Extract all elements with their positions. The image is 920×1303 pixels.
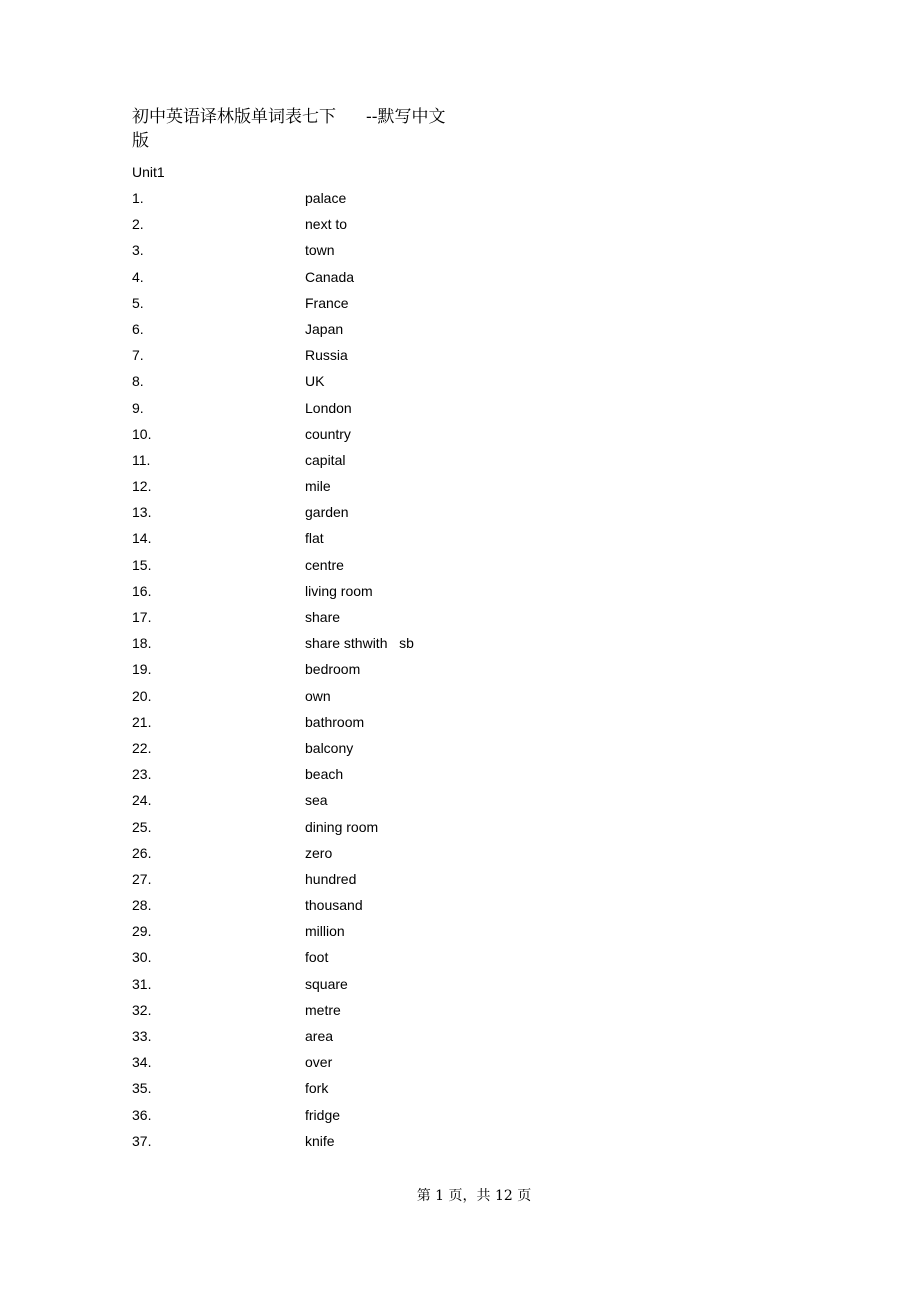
list-item	[0, 1079, 920, 1105]
list-item	[0, 791, 920, 817]
list-item	[0, 215, 920, 241]
item-number: 13.	[132, 504, 152, 521]
item-word: fridge	[305, 1106, 341, 1123]
item-number: 26.	[132, 844, 152, 861]
list-item	[0, 608, 920, 634]
page-footer: 第 1 页，共 12 页	[416, 1188, 532, 1204]
item-word: garden	[305, 504, 349, 521]
item-word: fork	[305, 1080, 329, 1097]
item-number: 1.	[132, 190, 144, 206]
list-item	[0, 922, 920, 948]
item-number: 4.	[132, 268, 144, 285]
title-main: 初中英语译林版单词表七下	[132, 107, 336, 127]
list-item	[0, 582, 920, 608]
title-continuation: 版	[132, 131, 149, 151]
item-number: 3.	[132, 242, 144, 259]
list-item	[0, 1106, 920, 1132]
list-item	[0, 1001, 920, 1027]
list-item	[0, 896, 920, 922]
item-number: 12.	[132, 478, 152, 495]
item-word: mile	[305, 478, 331, 495]
item-word: million	[305, 923, 345, 940]
list-item	[0, 372, 920, 398]
list-item	[0, 765, 920, 791]
item-word: area	[305, 1028, 334, 1044]
item-word: square	[305, 975, 348, 992]
item-number: 7.	[132, 347, 144, 364]
item-number: 18.	[132, 635, 152, 652]
item-number: 20.	[132, 687, 152, 704]
document-title	[132, 106, 446, 128]
list-item	[0, 503, 920, 529]
item-number: 16.	[132, 582, 152, 599]
item-number: 2.	[132, 216, 144, 233]
item-word: over	[305, 1054, 333, 1071]
item-number: 11.	[132, 451, 151, 468]
title-suffix: --默写中文	[366, 107, 446, 127]
item-number: 34.	[132, 1054, 152, 1071]
item-word: France	[305, 294, 349, 311]
list-item	[0, 268, 920, 294]
item-word: dining room	[305, 818, 379, 835]
list-item	[0, 346, 920, 372]
item-word: London	[305, 399, 352, 416]
item-word: beach	[305, 766, 344, 783]
item-word: own	[305, 687, 331, 704]
list-item	[0, 294, 920, 320]
item-number: 28.	[132, 897, 152, 914]
unit-heading: Unit1	[132, 164, 165, 180]
item-number: 35.	[132, 1080, 152, 1097]
item-number: 19.	[132, 661, 152, 678]
item-word: sea	[305, 792, 328, 809]
item-number: 21.	[132, 713, 152, 730]
list-item	[0, 818, 920, 844]
list-item	[0, 1027, 920, 1053]
item-word: palace	[305, 190, 347, 206]
item-number: 9.	[132, 399, 144, 416]
item-number: 33.	[132, 1028, 152, 1044]
list-item	[0, 739, 920, 765]
item-word: flat	[305, 530, 324, 547]
item-number: 30.	[132, 949, 152, 966]
item-number: 15.	[132, 556, 152, 573]
item-number: 27.	[132, 870, 152, 887]
list-item	[0, 320, 920, 346]
item-number: 32.	[132, 1001, 152, 1018]
item-word: thousand	[305, 897, 363, 914]
item-word: Canada	[305, 268, 355, 285]
item-number: 5.	[132, 294, 144, 311]
list-item	[0, 425, 920, 451]
item-word: UK	[305, 373, 325, 390]
item-number: 8.	[132, 373, 144, 390]
item-word: share	[305, 609, 341, 625]
item-word: hundred	[305, 870, 357, 887]
list-item	[0, 241, 920, 267]
word-list	[0, 189, 920, 1158]
item-number: 36.	[132, 1106, 152, 1123]
list-item	[0, 451, 920, 477]
list-item	[0, 556, 920, 582]
list-item	[0, 634, 920, 660]
item-number: 10.	[132, 425, 152, 442]
item-number: 24.	[132, 792, 152, 809]
list-item	[0, 399, 920, 425]
item-number: 37.	[132, 1132, 152, 1149]
list-item	[0, 189, 920, 215]
item-word: Russia	[305, 347, 348, 364]
list-item	[0, 1132, 920, 1158]
item-word: knife	[305, 1132, 335, 1149]
item-word: town	[305, 242, 335, 259]
list-item	[0, 713, 920, 739]
item-number: 17.	[132, 609, 152, 625]
item-word: next to	[305, 216, 348, 233]
item-word: share sthwith sb	[305, 635, 414, 652]
item-word: capital	[305, 451, 346, 468]
item-number: 31.	[132, 975, 152, 992]
item-number: 14.	[132, 530, 152, 547]
item-word: country	[305, 425, 351, 442]
item-word: metre	[305, 1001, 341, 1018]
item-word: balcony	[305, 739, 354, 756]
list-item	[0, 870, 920, 896]
list-item	[0, 687, 920, 713]
item-word: foot	[305, 949, 329, 966]
list-item	[0, 477, 920, 503]
item-word: zero	[305, 844, 333, 861]
item-word: living room	[305, 582, 373, 599]
item-number: 29.	[132, 923, 152, 940]
list-item	[0, 844, 920, 870]
list-item	[0, 948, 920, 974]
item-number: 22.	[132, 739, 152, 756]
item-word: bedroom	[305, 661, 361, 678]
list-item	[0, 660, 920, 686]
list-item	[0, 1053, 920, 1079]
item-number: 6.	[132, 320, 144, 337]
item-number: 25.	[132, 818, 152, 835]
list-item	[0, 975, 920, 1001]
item-word: Japan	[305, 320, 344, 337]
item-word: centre	[305, 556, 344, 573]
item-word: bathroom	[305, 713, 365, 730]
item-number: 23.	[132, 766, 152, 783]
list-item	[0, 529, 920, 555]
